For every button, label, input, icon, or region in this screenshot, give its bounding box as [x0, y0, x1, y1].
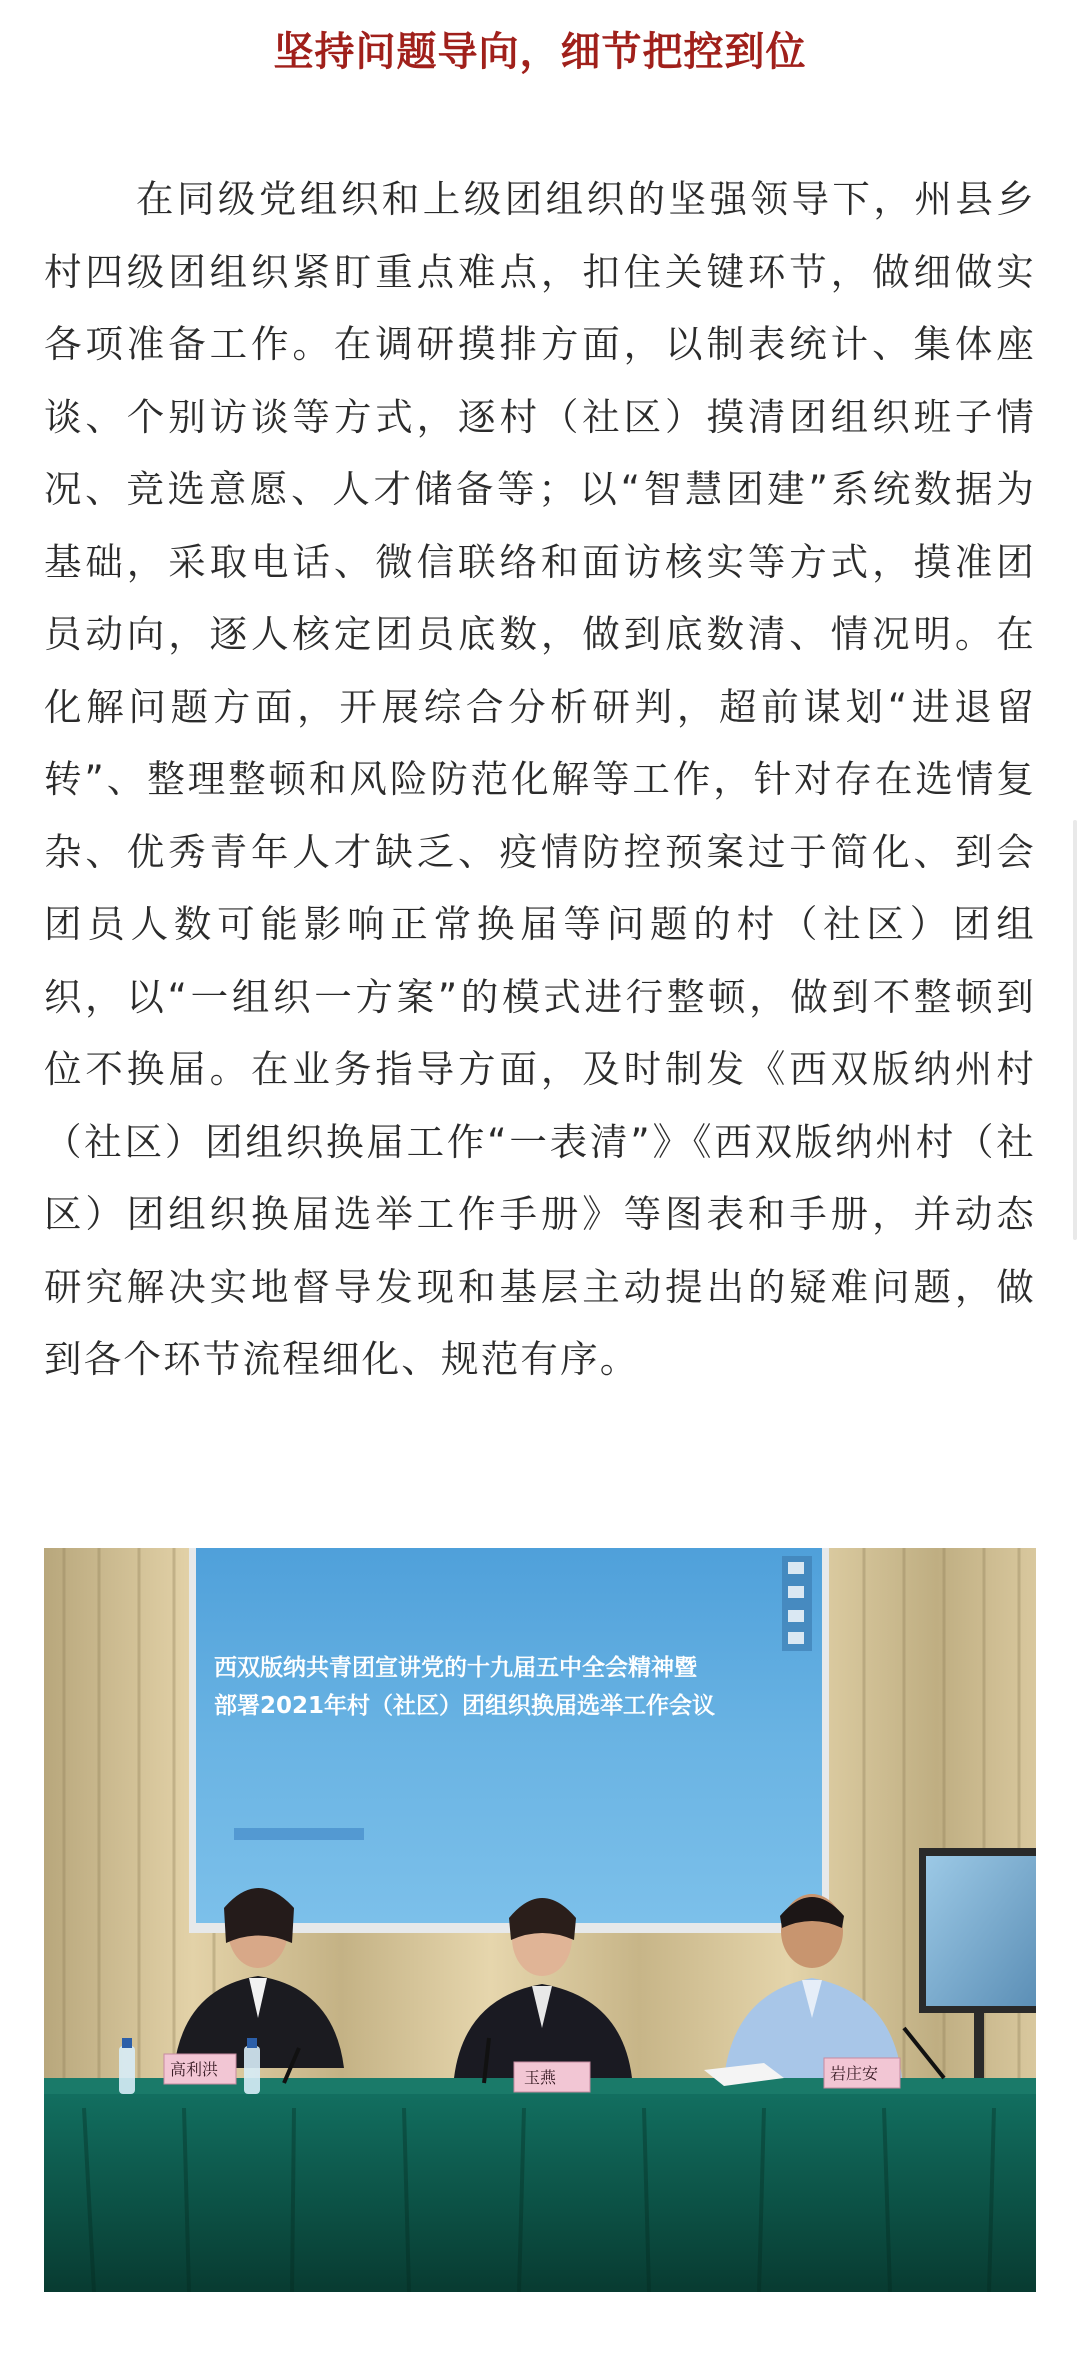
- scrollbar[interactable]: [1073, 820, 1077, 1240]
- meeting-photo[interactable]: [44, 1548, 1036, 2292]
- projector-screen: [196, 1548, 822, 1923]
- nameplate-2: [514, 2062, 590, 2092]
- screen-title-line-2: 部署2021年村（社区）团组织换届选举工作会议: [214, 1693, 716, 1719]
- nameplate-1: [164, 2054, 236, 2084]
- section-heading: 坚持问题导向，细节把控到位: [273, 29, 807, 75]
- nameplate-3: [824, 2058, 900, 2088]
- nameplate-2-label: 玉燕: [524, 2068, 557, 2087]
- meeting-photo-illustration: [44, 1548, 1036, 2292]
- article-paragraph: 在同级党组织和上级团组织的坚强领导下，州县乡村四级团组织紧盯重点难点，扣住关键环节，做细做实各项准备工作。在调研摸排方面，以制表统计、集体座谈、个别访谈等方式，逐村（社区）摸清团组织班子情况、竞选意愿、人才储备等；以“智慧团建”系统数据为基础，采取电话、微信联络和面访核实等方式，摸准团员动向，逐人核定团员底数，做到底数清、情况明。在化解问题方面，开展综合分析研判，超前谋划“进退留转”、整理整顿和风险防范化解等工作，针对存在选情复杂、优秀青年人才缺乏、疫情防控预案过于简化、到会团员人数可能影响正常换届等问题的村（社区）团组织，以“一组织一方案”的模式进行整顿，做到不整顿到位不换届。在业务指导方面，及时制发《西双版纳州村（社区）团组织换届工作“一表清”》《西双版纳州村（社区）团组织换届选举工作手册》等图表和手册，并动态研究解决实地督导发现和基层主动提出的疑难问题，做到各个环节流程细化、规范有序。: [44, 177, 1036, 1381]
- nameplate-3-label: 岩庄安: [830, 2064, 879, 2083]
- nameplate-1-label: 高利洪: [170, 2060, 219, 2079]
- screen-title-line-1: 西双版纳共青团宣讲党的十九届五中全会精神暨: [214, 1655, 697, 1681]
